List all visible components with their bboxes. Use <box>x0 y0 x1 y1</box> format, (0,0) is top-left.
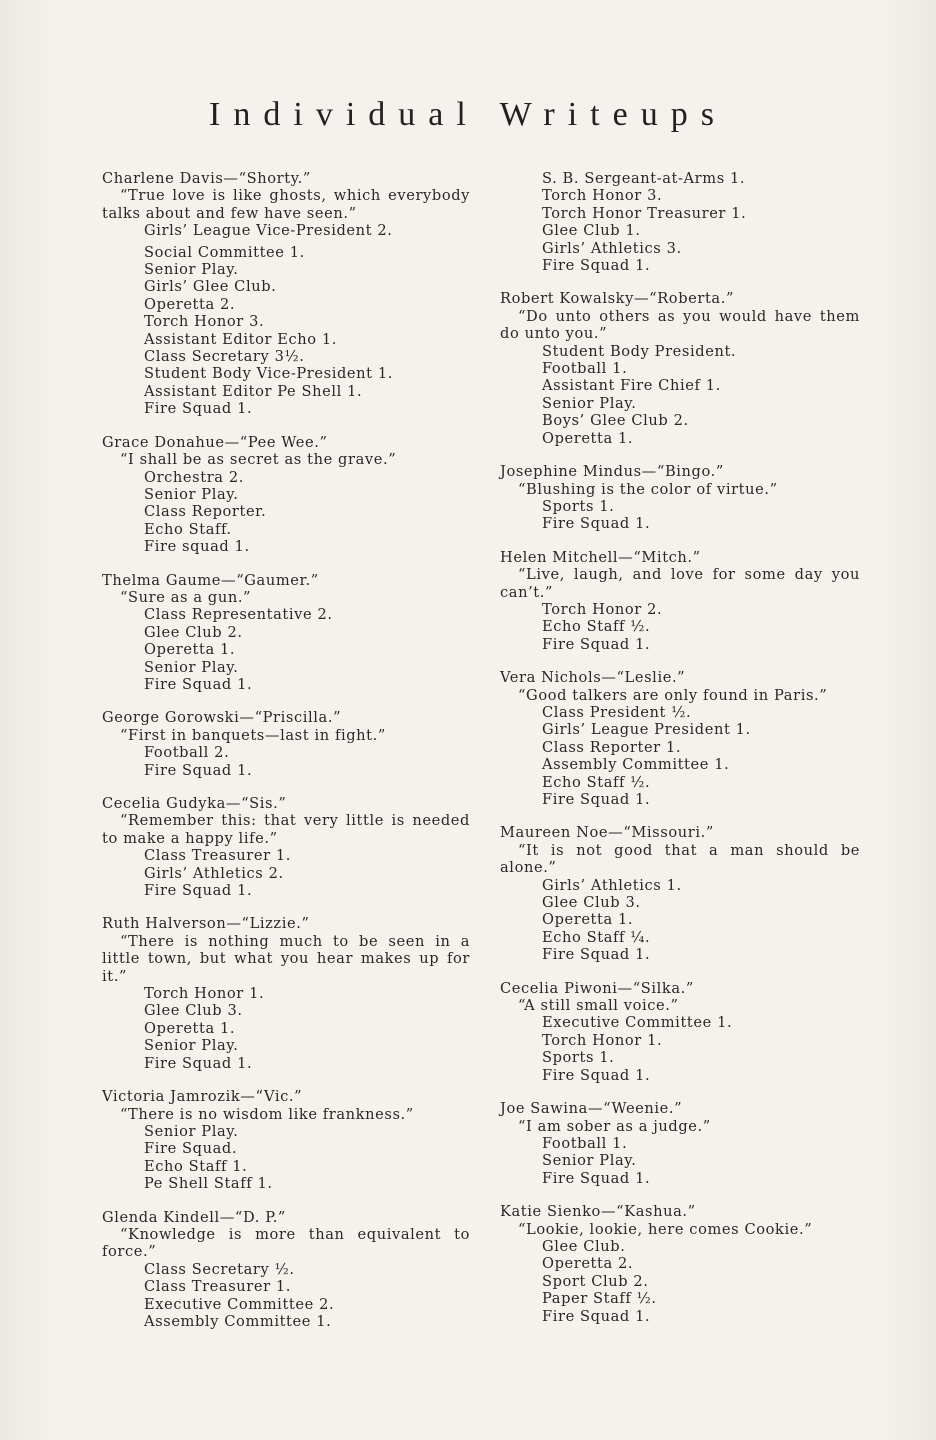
activity-item: Operetta 2. <box>144 295 236 313</box>
student-quote: “Remember this: that very little is needed to make a happy life.” <box>102 812 470 847</box>
activity-item: Fire Squad 1. <box>542 1169 651 1187</box>
student-name: Katie Sienko—“Kashua.” <box>500 1203 696 1221</box>
activity-item: Echo Staff ¼. <box>542 928 651 946</box>
activity-list <box>102 606 470 693</box>
student-quote: “Knowledge is more than equivalent to force.” <box>102 1225 470 1261</box>
activity-item: Torch Honor 3. <box>542 187 663 205</box>
activity-item: Echo Staff 1. <box>144 1157 248 1175</box>
student-name: George Gorowski—“Priscilla.” <box>102 709 342 727</box>
activity-item: Sports 1. <box>542 1049 615 1067</box>
writeup-entry <box>500 463 860 533</box>
activity-item: Girls’ League Vice-President 2. <box>144 222 393 240</box>
student-quote: “Good talkers are only found in Paris.” <box>518 686 828 704</box>
activity-item: Assistant Editor Echo 1. <box>144 330 338 348</box>
writeup-entry <box>102 795 470 899</box>
activity-item: Girls’ League President 1. <box>542 721 751 739</box>
activity-item: Torch Honor 2. <box>542 600 663 618</box>
left-column <box>102 170 470 1346</box>
student-quote: “Lookie, lookie, here comes Cookie.” <box>518 1220 813 1238</box>
writeup-entry <box>102 915 470 1072</box>
activity-item: Operetta 1. <box>144 1019 236 1037</box>
activity-item: Fire Squad 1. <box>542 1066 651 1084</box>
student-quote: “I shall be as secret as the grave.” <box>120 451 397 469</box>
activity-item: Sports 1. <box>542 497 615 515</box>
student-quote: “Live, laugh, and love for some day you can’t.” <box>500 566 860 601</box>
activity-item: Senior Play. <box>144 658 239 676</box>
activity-list <box>102 1261 470 1331</box>
activity-list <box>500 1014 860 1084</box>
activity-item: Class Treasurer 1. <box>144 1278 292 1296</box>
student-quote: “It is not good that a man should be alone.” <box>500 841 860 877</box>
page-title: Individual Writeups <box>209 96 727 133</box>
activity-item: Senior Play. <box>144 485 239 503</box>
activity-item: Senior Play. <box>144 1122 239 1140</box>
activity-item: Glee Club 3. <box>542 894 641 912</box>
activity-item: Torch Honor 1. <box>542 1031 663 1049</box>
student-quote: “There is no wisdom like frankness.” <box>120 1105 414 1123</box>
activity-item: Orchestra 2. <box>144 468 244 486</box>
writeup-entry <box>102 709 470 779</box>
activity-item: Student Body Vice-President 1. <box>144 365 393 383</box>
activity-item: Torch Honor Treasurer 1. <box>542 204 747 222</box>
student-name: Grace Donahue—“Pee Wee.” <box>102 433 328 451</box>
activity-item: Girls’ Athletics 2. <box>144 864 284 882</box>
activity-item: Pe Shell Staff 1. <box>144 1175 273 1193</box>
activity-item: Class Treasurer 1. <box>144 847 292 865</box>
activity-item: Student Body President. <box>542 342 737 360</box>
activity-item: Fire Squad 1. <box>542 515 651 533</box>
writeup-entry <box>500 1203 860 1325</box>
student-name: Ruth Halverson—“Lizzie.” <box>102 915 310 933</box>
student-name: Vera Nichols—“Leslie.” <box>500 669 686 687</box>
activity-item: Boys’ Glee Club 2. <box>542 412 689 430</box>
activity-list <box>102 469 470 556</box>
activity-item: Glee Club 3. <box>144 1002 243 1020</box>
activity-item: Sport Club 2. <box>542 1272 649 1290</box>
student-name: Maureen Noe—“Missouri.” <box>500 824 714 842</box>
writeup-entry <box>500 669 860 808</box>
activity-item: Operetta 1. <box>144 641 236 659</box>
activity-item: Assembly Committee 1. <box>542 756 730 774</box>
activity-item: Girls’ Athletics 1. <box>542 876 682 894</box>
activity-item: Assistant Fire Chief 1. <box>542 377 721 395</box>
writeup-entry <box>102 1209 470 1331</box>
activity-list <box>102 1123 470 1193</box>
writeup-entry <box>500 824 860 963</box>
student-name: Robert Kowalsky—“Roberta.” <box>500 290 735 308</box>
student-quote: “Sure as a gun.” <box>120 588 252 606</box>
writeup-entry <box>500 290 860 447</box>
activity-item: Fire Squad 1. <box>542 1307 651 1325</box>
activity-item: Fire Squad 1. <box>542 635 651 653</box>
activity-item: Class Representative 2. <box>144 606 333 624</box>
activity-list <box>500 1135 860 1187</box>
activity-list <box>500 704 860 808</box>
writeup-entry <box>102 1088 470 1192</box>
activity-item: Class Reporter. <box>144 503 267 521</box>
activity-item: Fire Squad 1. <box>542 257 651 275</box>
writeup-entry <box>102 170 470 418</box>
right-column <box>500 170 860 1341</box>
activity-item: Class Secretary ½. <box>144 1260 295 1278</box>
activity-item: Fire Squad 1. <box>144 1054 253 1072</box>
activity-item: Fire Squad 1. <box>144 882 253 900</box>
activity-item: Echo Staff ½. <box>542 618 651 636</box>
student-quote: “True love is like ghosts, which everybody talks about and few have seen.” <box>102 187 470 222</box>
activity-item: Executive Committee 2. <box>144 1295 335 1313</box>
activity-item: Torch Honor 1. <box>144 985 265 1003</box>
activity-item: Football 1. <box>542 1134 628 1152</box>
student-quote: “Blushing is the color of virtue.” <box>518 480 778 498</box>
activity-list <box>500 877 860 964</box>
activity-item: Girls’ Glee Club. <box>144 278 277 296</box>
activity-item: Social Committee 1. <box>144 243 305 261</box>
activity-item: Class Reporter 1. <box>542 738 682 756</box>
activity-list <box>102 985 470 1072</box>
activity-list <box>500 601 860 653</box>
writeup-entry <box>102 572 470 694</box>
activity-item: Senior Play. <box>542 1152 637 1170</box>
student-name: Thelma Gaume—“Gaumer.” <box>102 571 319 589</box>
activity-item: Fire Squad. <box>144 1140 238 1158</box>
student-name: Cecelia Gudyka—“Sis.” <box>102 795 287 812</box>
activity-list <box>102 222 470 417</box>
activity-list <box>102 744 470 779</box>
activity-item: Senior Play. <box>144 261 239 279</box>
student-name: Josephine Mindus—“Bingo.” <box>500 463 724 481</box>
activity-item: Operetta 2. <box>542 1255 634 1273</box>
activity-item: Glee Club 1. <box>542 222 641 240</box>
activity-item: Operetta 1. <box>542 429 634 447</box>
activity-item: Echo Staff ½. <box>542 773 651 791</box>
student-name: Victoria Jamrozik—“Vic.” <box>102 1088 303 1106</box>
writeup-entry <box>500 980 860 1084</box>
activity-item: Fire Squad 1. <box>144 761 253 779</box>
activity-item: Fire squad 1. <box>144 538 250 556</box>
activity-item: Operetta 1. <box>542 911 634 929</box>
writeup-entry <box>500 549 860 653</box>
writeup-entry <box>500 170 860 274</box>
activity-item: Paper Staff ½. <box>542 1290 657 1308</box>
student-quote: “Do unto others as you would have them do unto you.” <box>500 307 860 343</box>
activity-item: Fire Squad 1. <box>542 946 651 964</box>
activity-item: Football 2. <box>144 744 230 762</box>
activity-item: S. B. Sergeant-at-Arms 1. <box>542 170 746 187</box>
activity-item: Fire Squad 1. <box>144 675 253 693</box>
activity-list <box>500 343 860 447</box>
activity-item: Executive Committee 1. <box>542 1014 733 1032</box>
student-quote: “There is nothing much to be seen in a little town, but what you hear makes up for it.” <box>102 932 470 985</box>
writeup-entry <box>102 434 470 556</box>
activity-item: Glee Club. <box>542 1237 626 1255</box>
activity-item: Assistant Editor Pe Shell 1. <box>144 382 363 400</box>
student-name: Cecelia Piwoni—“Silka.” <box>500 979 694 997</box>
activity-item: Class President ½. <box>542 703 692 721</box>
student-name: Helen Mitchell—“Mitch.” <box>500 548 701 566</box>
student-quote: “I am sober as a judge.” <box>518 1117 711 1135</box>
activity-list <box>102 847 470 899</box>
activity-item: Echo Staff. <box>144 520 232 538</box>
activity-item: Football 1. <box>542 360 628 378</box>
activity-item: Class Secretary 3½. <box>144 348 305 366</box>
student-quote: “A still small voice.” <box>518 997 679 1015</box>
activity-item: Senior Play. <box>144 1037 239 1055</box>
activity-item: Torch Honor 3. <box>144 313 265 331</box>
activity-item: Glee Club 2. <box>144 623 243 641</box>
student-name: Joe Sawina—“Weenie.” <box>500 1100 683 1118</box>
student-name: Charlene Davis—“Shorty.” <box>102 170 311 187</box>
student-quote: “First in banquets—last in fight.” <box>120 726 386 744</box>
activity-list <box>500 1238 860 1325</box>
activity-item: Fire Squad 1. <box>542 791 651 808</box>
student-name: Glenda Kindell—“D. P.” <box>102 1208 286 1226</box>
activity-item: Girls’ Athletics 3. <box>542 239 682 257</box>
activity-item: Senior Play. <box>542 394 637 412</box>
activity-item: Fire Squad 1. <box>144 400 253 418</box>
writeup-entry <box>500 1100 860 1187</box>
activity-list <box>500 498 860 533</box>
activity-item: Assembly Committee 1. <box>144 1312 332 1330</box>
activity-list <box>500 170 860 274</box>
